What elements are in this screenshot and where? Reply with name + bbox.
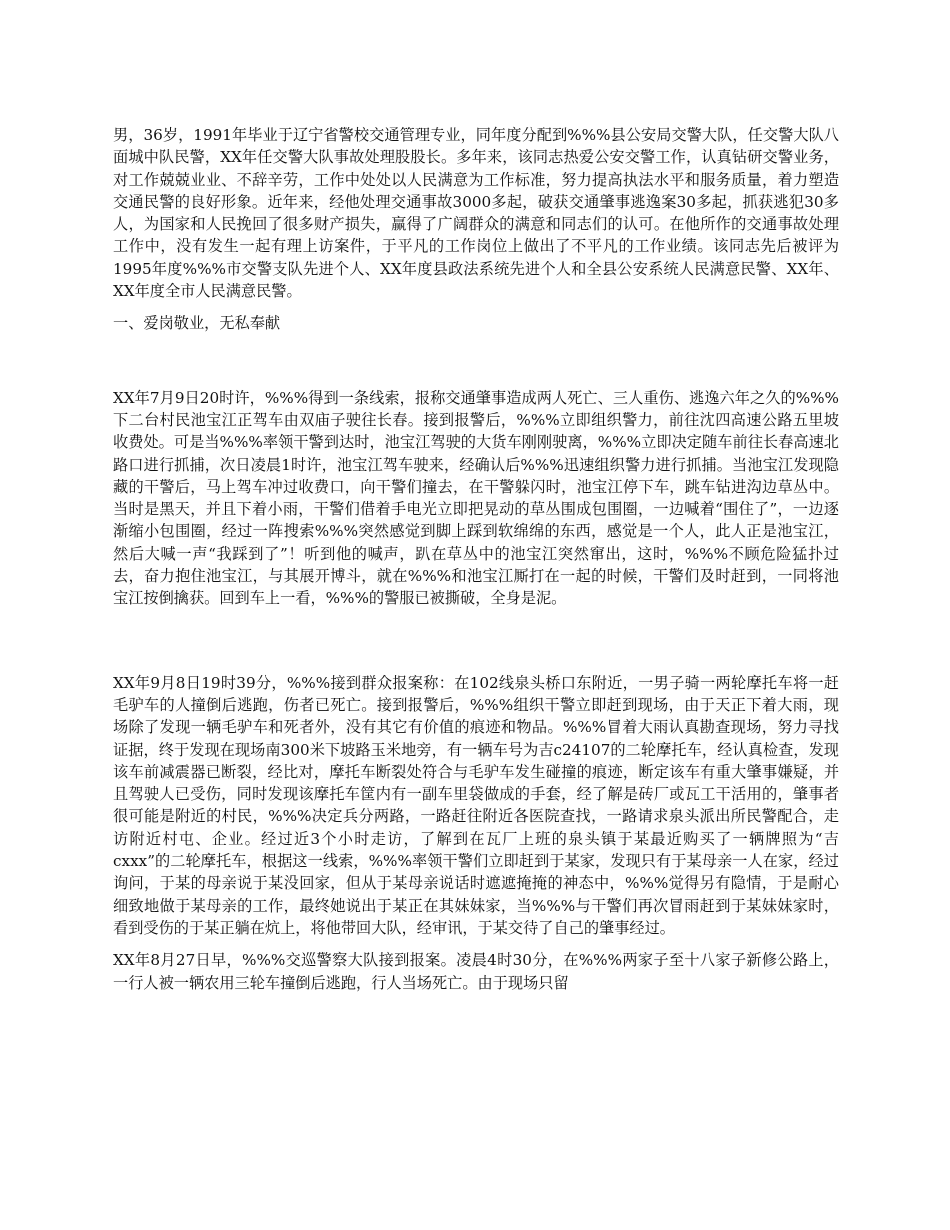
intro-paragraph: 男，36岁，1991年毕业于辽宁省警校交通管理专业，同年度分配到%%%县公安局交警大队，任交警大队八面城中队民警，XX年任交警大队事故处理股股长。多年来，该同志热爱公安交警工作，认真钻研交警业务，对工作兢兢业业、不辞辛劳，工作中处处以人民满意为工作标准，努力提高执法水平和服务质量，着力塑造交通民警的良好形象。近年来，经他处理交通事故3000多起，破获交通肇事逃逸案30多起，抓获逃犯30多人，为国家和人民挽回了很多财产损失，赢得了广阔群众的满意和同志们的认可。在他所作的交通事故处理工作中，没有发生一起有理上访案件，于平凡的工作岗位上做出了不平凡的工作业绩。该同志先后被评为1995年度%%%市交警支队先进个人、XX年度县政法系统先进个人和全县公安系统人民满意民警、XX年、XX年度全市人民满意民警。: [113, 126, 839, 301]
document-body: [113, 124, 839, 1004]
case-paragraph-1: XX年7月9日20时许，%%%得到一条线索，报称交通肇事造成两人死亡、三人重伤、逃逸六年之久的%%%下二台村民池宝江正驾车由双庙子驶往长春。接到报警后，%%%立即组织警力，前往沈四高速公路五里坡收费处。可是当%%%率领干警到达时，池宝江驾驶的大货车刚刚驶离，%%%立即决定随车前往长春高速北路口进行抓捕，次日凌晨1时许，池宝江驾车驶来，经确认后%%%迅速组织警力进行抓捕。当池宝江发现隐藏的干警后，马上驾车冲过收费口，向干警们撞去，在干警躲闪时，池宝江停下车，跳车钻进沟边草丛中。当时是黑天，并且下着小雨，干警们借着手电光立即把晃动的草丛围成包围圈，一边喊着“围住了”，一边逐渐缩小包围圈，经过一阵搜索%%%突然感觉到脚上踩到软绵绵的东西，感觉是一个人，此人正是池宝江，然后大喊一声“我踩到了”！听到他的喊声，趴在草丛中的池宝江突然窜出，这时，%%%不顾危险猛扑过去，奋力抱住池宝江，与其展开博斗，就在%%%和池宝江厮打在一起的时候，干警们及时赶到，一同将池宝江按倒擒获。回到车上一看，%%%的警服已被撕破，全身是泥。: [113, 388, 839, 608]
spacer: [113, 335, 839, 387]
section-heading: 一、爱岗敬业，无私奉献: [113, 314, 281, 333]
spacer: [113, 620, 839, 672]
case-paragraph-2: XX年9月8日19时39分，%%%接到群众报案称：在102线泉头桥口东附近，一男子骑一两轮摩托车将一赶毛驴车的人撞倒后逃跑，伤者已死亡。接到报警后，%%%组织干警立即赶到现场，由于天正下着大雨，现场除了发现一辆毛驴车和死者外，没有其它有价值的痕迹和物品。%%%冒着大雨认真勘查现场，努力寻找证据，终于发现在现场南300米下坡路玉米地旁，有一辆车号为吉c24107的二轮摩托车，经认真检查，发现该车前减震器已断裂，经比对，摩托车断裂处符合与毛驴车发生碰撞的痕迹，断定该车有重大肇事嫌疑，并且驾驶人已受伤，同时发现该摩托车筐内有一副车里袋做成的手套，经了解是砖厂或瓦工干活用的，肇事者很可能是附近的村民，%%%决定兵分两路，一路赶往附近各医院查找，一路请求泉头派出所民警配合，走访附近村屯、企业。经过近3个小时走访，了解到在瓦厂上班的泉头镇于某最近购买了一辆牌照为“吉cxxx”的二轮摩托车，根据这一线索，%%%率领干警们立即赶到于某家，发现只有于某母亲一人在家，经过询问，于某的母亲说于某没回家，但从于某母亲说话时遮遮掩掩的神态中，%%%觉得另有隐情，于是耐心细致地做于某母亲的工作，最终她说出于某正在其妹妹家，当%%%与干警们再次冒雨赶到于某妹妹家时，看到受伤的于某正躺在炕上，将他带回大队，经审讯，于某交待了自己的肇事经过。: [113, 673, 839, 937]
case-paragraph-3: XX年8月27日早，%%%交巡警察大队接到报案。凌晨4时30分，在%%%两家子至十八家子新修公路上，一行人被一辆农用三轮车撞倒后逃跑，行人当场死亡。由于现场只留: [113, 951, 839, 992]
